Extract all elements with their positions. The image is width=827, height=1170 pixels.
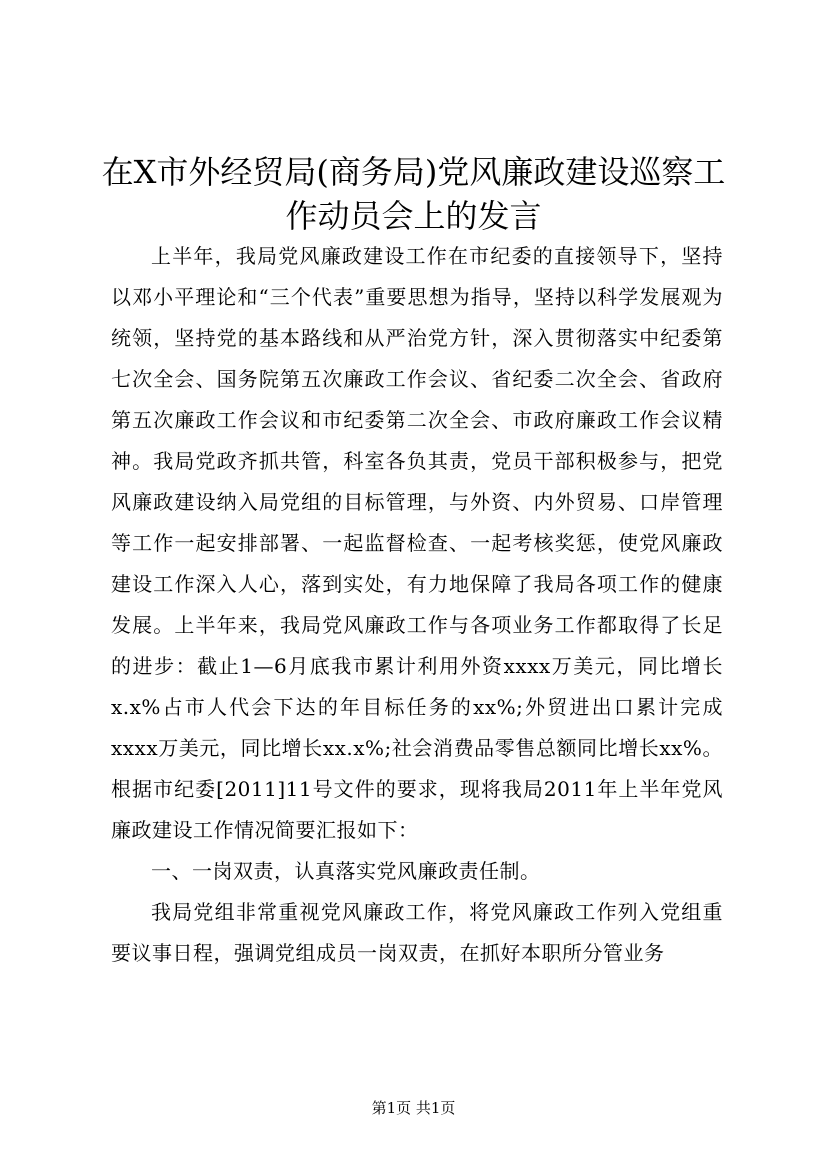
document-title: 在X市外经贸局(商务局)党风廉政建设巡察工作动员会上的发言 — [101, 153, 726, 235]
paragraph-intro: 上半年，我局党风廉政建设工作在市纪委的直接领导下，坚持以邓小平理论和“三个代表”重要思想为指导，坚持以科学发展观为统领，坚持党的基本路线和从严治党方针，深入贯彻落实中纪委第七次全会、国务院第五次廉政工作会议、省纪委二次全会、省政府第五次廉政工作会议和市纪委第二次全会、市政府廉政工作会议精神。我局党政齐抓共管，科室各负其责，党员干部积极参与，把党风廉政建设纳入局党组的目标管理，与外资、内外贸易、口岸管理等工作一起安排部署、一起监督检查、一起考核奖惩，使党风廉政建设工作深入人心，落到实处，有力地保障了我局各项工作的健康发展。上半年来，我局党风廉政工作与各项业务工作都取得了长足的进步：截止1—6月底我市累计利用外资xxxx万美元，同比增长x.x%占市人代会下达的年目标任务的xx%;外贸进出口累计完成xxxx万美元，同比增长xx.x%;社会消费品零售总额同比增长xx%。根据市纪委[2011]11号文件的要求，现将我局2011年上半年党风廉政建设工作情况简要汇报如下： — [111, 244, 723, 842]
section-heading-1: 一、一岗双责，认真落实党风廉政责任制。 — [151, 859, 541, 883]
page-footer: 第1页 共1页 — [371, 1099, 456, 1117]
paragraph-section-1: 我局党组非常重视党风廉政工作，将党风廉政工作列入党组重要议事日程，强调党组成员一岗双责，在抓好本职所分管业务 — [111, 900, 723, 965]
document-body — [111, 236, 723, 974]
